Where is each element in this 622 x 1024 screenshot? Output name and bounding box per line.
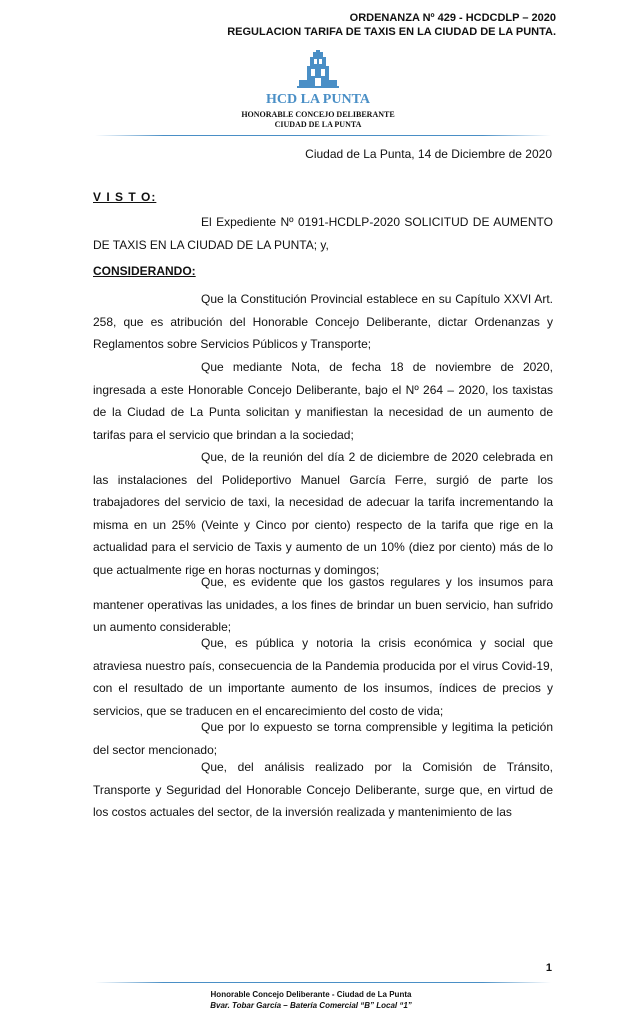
considerando-paragraph: Que por lo expuesto se torna comprensible y legitima la petición del sector mencionado;	[93, 720, 553, 757]
considerando-paragraph: Que mediante Nota, de fecha 18 de noviembre de 2020, ingresada a este Honorable Concejo Deliberante, bajo el Nº 264 – 2020, los taxistas de la Ciudad de La Punta solicitan y manifiestan la necesidad de un aumento de tarifas para el servicio que brindan a la sociedad;	[93, 360, 553, 442]
ordinance-number: ORDENANZA Nº 429 - HCDCDLP – 2020	[349, 12, 556, 24]
institution-city: CIUDAD DE LA PUNTA	[274, 120, 362, 129]
considerando-paragraph: Que, del análisis realizado por la Comisión de Tránsito, Transporte y Seguridad del Honorable Concejo Deliberante, surge que, en virtud de los costos actuales del sector, de la inversión realizada y mantenimiento de las	[93, 760, 553, 820]
considerando-paragraph: Que, es evidente que los gastos regulares y los insumos para mantener operativas las unidades, a los fines de brindar un buen servicio, han sufrido un aumento considerable;	[93, 575, 553, 635]
visto-heading: V I S T O:	[93, 190, 157, 204]
document-date: Ciudad de La Punta, 14 de Diciembre de 2020	[305, 147, 552, 161]
footer-address: Bvar. Tobar García – Batería Comercial “B” Local “1”	[210, 1001, 412, 1010]
footer-divider	[95, 982, 551, 983]
ordinance-title: REGULACION TARIFA DE TAXIS EN LA CIUDAD DE LA PUNTA.	[227, 26, 556, 38]
footer-institution: Honorable Concejo Deliberante - Ciudad de La Punta	[210, 990, 412, 999]
header-divider	[95, 135, 551, 136]
institution-name: HONORABLE CONCEJO DELIBERANTE	[241, 110, 395, 119]
considerando-paragraph: Que, de la reunión del día 2 de diciembre de 2020 celebrada en las instalaciones del Polideportivo Manuel García Ferre, surgió de parte los trabajadores del servicio de taxi, la necesidad de adecuar la tarifa incrementando la misma en un 25% (Veinte y Cinco por ciento) respecto de la tarifa que rige en la actualidad para el servicio de Taxis y aumento de un 10% (diez por ciento) más de lo que actualmente rige en horas nocturnas y domingos;	[93, 450, 553, 577]
page-number: 1	[545, 962, 552, 974]
considerando-paragraph: Que, es pública y notoria la crisis económica y social que atraviesa nuestro país, consecuencia de la Pandemia producida por el virus Covid-19, con el resultado de un importante aumento de los insumos, índices de precios y servicios, que se traducen en el encarecimiento del costo de vida;	[93, 636, 553, 718]
logo-text: HCD LA PUNTA	[266, 92, 370, 107]
considerando-paragraph: Que la Constitución Provincial establece en su Capítulo XXVI Art. 258, que es atribución del Honorable Concejo Deliberante, dictar Ordenanzas y Reglamentos sobre Servicios Públicos y Transporte;	[93, 292, 553, 352]
visto-paragraph: El Expediente Nº 0191-HCDLP-2020 SOLICITUD DE AUMENTO DE TAXIS EN LA CIUDAD DE LA PUNTA; y,	[93, 215, 553, 252]
considerando-heading: CONSIDERANDO:	[93, 264, 196, 278]
